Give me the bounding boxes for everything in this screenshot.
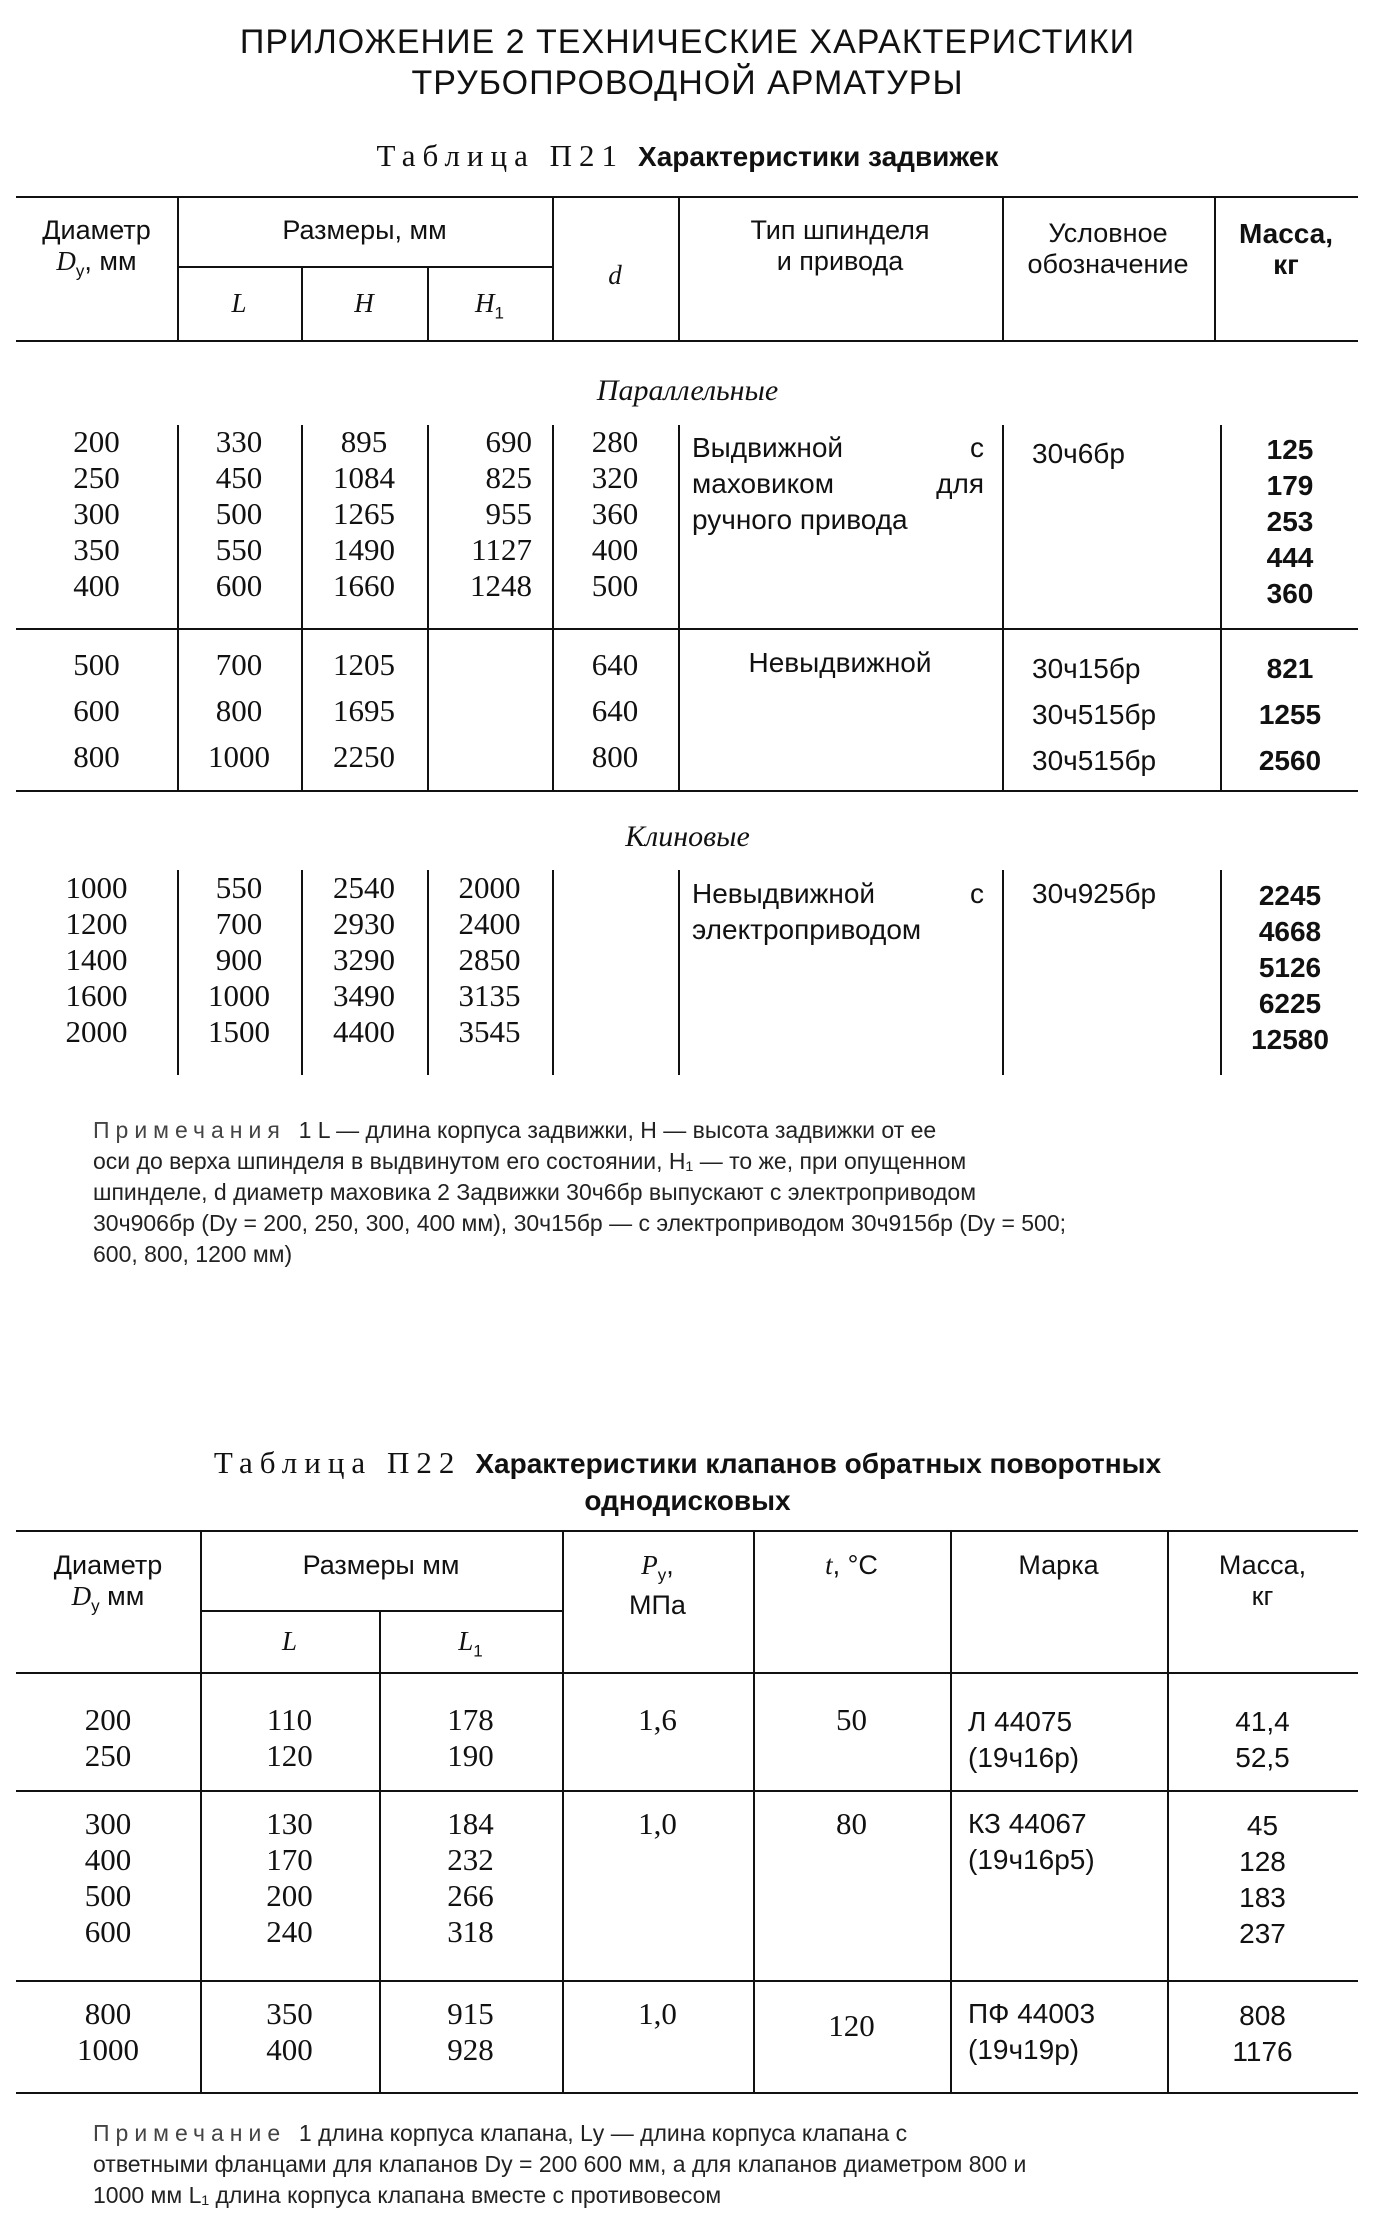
cell: 800: [84, 1996, 132, 2031]
table1-g2-d: [552, 642, 678, 780]
cell: 170: [266, 1842, 313, 1877]
header-text: Диаметр: [42, 215, 151, 245]
header-text: кг: [1251, 1581, 1274, 1611]
header-symbol: L: [231, 288, 247, 318]
cell: 2000: [458, 870, 521, 905]
table1-g1-H1: [427, 424, 532, 604]
table2-header-brand: Марка: [1018, 1550, 1099, 1580]
header-text: кг: [1273, 249, 1299, 280]
cell: (19ч19р): [968, 2034, 1080, 2065]
table1-g3-H1: [427, 870, 552, 1050]
cell: 444: [1266, 542, 1314, 573]
appendix-title-line1: ПРИЛОЖЕНИЕ 2 ТЕХНИЧЕСКИЕ ХАРАКТЕРИСТИКИ: [239, 23, 1136, 61]
cell: 250: [84, 1738, 132, 1773]
cell: 330: [215, 424, 263, 459]
header-text: МПа: [629, 1590, 686, 1621]
cell: 3490: [333, 978, 395, 1013]
note-line: 30ч906бр (Dу = 200, 250, 300, 400 мм), 30ч15бр — с электроприводом 30ч915бр (Dу = 500;: [93, 1210, 1067, 1236]
cell: 900: [215, 942, 263, 977]
header-subscript: 1: [473, 1641, 483, 1661]
cell: 550: [215, 532, 263, 567]
cell: 700: [215, 647, 263, 682]
table1-section-wedge: Клиновые: [625, 820, 750, 853]
table1-vrule: [552, 870, 554, 1075]
cell: 1500: [208, 1014, 270, 1049]
note-label: Примечание: [93, 2120, 287, 2146]
cell: 450: [215, 460, 263, 495]
header-symbol: D: [56, 246, 76, 276]
cell: 700: [215, 906, 263, 941]
cell: 240: [266, 1914, 313, 1949]
cell: 1200: [65, 906, 128, 941]
table1-vrule: [678, 870, 680, 1075]
table2-caption: [0, 1445, 1375, 1481]
table2-header-temperature: [753, 1550, 950, 1581]
table2-g1-L: [200, 1702, 379, 1774]
cell: 1000: [208, 978, 270, 1013]
cell: 52,5: [1235, 1742, 1290, 1773]
cell: 183: [1239, 1882, 1286, 1913]
cell: 895: [340, 424, 388, 459]
cell: Невыдвижной с: [692, 878, 984, 909]
cell: 1084: [333, 460, 395, 495]
table2-g1-brand: [968, 1704, 1164, 1776]
cell: Л 44075: [968, 1706, 1073, 1737]
table2-group-rule-2: [16, 1980, 1358, 1982]
table1-caption: [0, 138, 1375, 174]
note-line: 1000 мм L₁ длина корпуса клапана вместе с противовесом: [93, 2182, 722, 2208]
cell: 266: [447, 1878, 494, 1913]
table1-top-rule: [16, 196, 1358, 198]
table1-header-bottom-rule: [16, 340, 1358, 342]
cell: (19ч16р5): [968, 1844, 1095, 1875]
table1-label: Таблица П21: [376, 138, 625, 173]
cell: 928: [447, 2032, 494, 2067]
cell: 3290: [333, 942, 395, 977]
table2-g2-brand: [968, 1806, 1164, 1878]
cell: 190: [447, 1738, 494, 1773]
header-text: и привода: [776, 246, 904, 276]
table1-name: Характеристики задвижек: [638, 141, 999, 172]
cell: 2930: [333, 906, 395, 941]
cell: 253: [1266, 506, 1314, 537]
table1-vrule: [678, 425, 680, 790]
header-symbol: P: [641, 1550, 658, 1580]
cell: 1400: [65, 942, 128, 977]
cell: 130: [266, 1806, 313, 1841]
cell: 400: [73, 568, 120, 603]
table2-header-sizes: Размеры мм: [302, 1550, 460, 1580]
cell: 350: [73, 532, 120, 567]
table1-g1-mass: [1222, 432, 1358, 612]
header-text: Масса,: [1218, 1550, 1307, 1580]
cell: 41,4: [1235, 1706, 1290, 1737]
table2-g2-dn: [16, 1806, 200, 1950]
table1-header-H1: [427, 288, 552, 328]
table2-label: Таблица П22: [213, 1445, 462, 1480]
header-text: мм: [99, 1581, 145, 1611]
note-line: 1 L — длина корпуса задвижки, H — высота задвижки от ее: [298, 1117, 937, 1143]
note-line: оси до верха шпинделя в выдвинутом его состоянии, H₁ — то же, при опущенном: [93, 1148, 967, 1174]
cell: 200: [266, 1878, 313, 1913]
cell: 5126: [1258, 952, 1322, 983]
note-line: 600, 800, 1200 мм): [93, 1241, 293, 1267]
table1-g2-drive: Невыдвижной: [748, 647, 932, 678]
cell: 1248: [470, 568, 532, 603]
cell: 125: [1266, 434, 1314, 465]
table1-group-rule-2: [16, 790, 1358, 792]
cell: 640: [591, 647, 639, 682]
table1-subheader-rule: [177, 266, 552, 268]
cell: 2850: [458, 942, 521, 977]
table2-top-rule: [16, 1530, 1358, 1532]
table1-header-mass: [1214, 218, 1358, 280]
table1-header-L: [177, 288, 301, 319]
cell: 1176: [1232, 2036, 1293, 2067]
header-text: Диаметр: [53, 1550, 163, 1580]
cell: 800: [591, 739, 639, 774]
cell: 2540: [333, 870, 395, 905]
table1-header-diameter: [16, 215, 177, 286]
table1-g3-H: [301, 870, 427, 1050]
cell: 120: [266, 1738, 313, 1773]
cell: 178: [447, 1702, 494, 1737]
table1-g2-designation: [1032, 646, 1212, 784]
table1-g1-H: [301, 424, 427, 604]
table1-g3-L: [177, 870, 301, 1050]
table2-g3-mass: [1167, 1998, 1358, 2070]
cell: 1660: [333, 568, 395, 603]
cell: 179: [1266, 470, 1314, 501]
table2-g2-pressure: 1,0: [638, 1806, 677, 1841]
cell: 280: [591, 424, 639, 459]
cell: 500: [73, 647, 120, 682]
cell: 1205: [333, 647, 395, 682]
table2-name-line1: Характеристики клапанов обратных поворотных: [475, 1448, 1162, 1479]
cell: 1255: [1258, 699, 1322, 730]
table1-g2-mass: [1222, 646, 1358, 784]
cell: 1000: [65, 870, 128, 905]
cell: 1695: [333, 693, 395, 728]
header-symbol: d: [608, 260, 622, 290]
table1-section-parallel: Параллельные: [596, 374, 779, 407]
table1-g3-mass: [1222, 878, 1358, 1058]
header-text: обозначение: [1027, 249, 1189, 279]
cell: 2250: [333, 739, 395, 774]
cell: 500: [215, 496, 263, 531]
cell: 1265: [333, 496, 395, 531]
cell: 600: [215, 568, 263, 603]
cell: 3545: [458, 1014, 521, 1049]
table2-vrule: [950, 1531, 952, 2092]
cell: 350: [266, 1996, 313, 2031]
cell: маховиком для: [692, 468, 984, 499]
table1-g1-designation: 30ч6бр: [1032, 438, 1125, 469]
cell: 45: [1246, 1810, 1279, 1841]
table2-g3-brand: [968, 1996, 1164, 2068]
table2-header-L1: [379, 1626, 562, 1666]
cell: 825: [485, 460, 532, 495]
cell: 550: [215, 870, 263, 905]
table2-header-L: [200, 1626, 379, 1657]
header-symbol: t: [825, 1550, 833, 1580]
header-text: , мм: [84, 246, 137, 276]
cell: 30ч515бр: [1032, 699, 1157, 730]
header-symbol: D: [71, 1581, 92, 1611]
cell: 2560: [1258, 745, 1322, 776]
cell: 200: [73, 424, 120, 459]
cell: ПФ 44003: [968, 1998, 1096, 2029]
cell: 500: [84, 1878, 132, 1913]
cell: 250: [73, 460, 120, 495]
cell: 600: [73, 693, 120, 728]
table2-header-pressure: $P_у$, МПа: [562, 1550, 753, 1621]
table2-name-line2: однодисковых: [584, 1485, 791, 1516]
cell: 821: [1266, 653, 1314, 684]
cell: 300: [73, 496, 120, 531]
table1-g1-L: [177, 424, 301, 604]
cell: 2245: [1258, 880, 1322, 911]
table1-header-spindle: [678, 215, 1002, 277]
cell: 30ч15бр: [1032, 653, 1141, 684]
cell: 400: [84, 1842, 132, 1877]
cell: 808: [1239, 2000, 1286, 2031]
cell: 1000: [77, 2032, 139, 2067]
cell: КЗ 44067: [968, 1808, 1087, 1839]
table1-g2-L: [177, 642, 301, 780]
table1-note: [93, 1115, 1353, 1270]
cell: 232: [447, 1842, 494, 1877]
table1-vrule: [1002, 870, 1004, 1075]
header-text: Условное: [1048, 218, 1168, 248]
table2-g1-mass: [1167, 1704, 1358, 1776]
table2-g1-temperature: 50: [836, 1702, 867, 1737]
cell: 1490: [333, 532, 395, 567]
cell: 2000: [65, 1014, 128, 1049]
table1-header-designation: [1002, 218, 1214, 280]
header-symbol: H: [475, 288, 495, 318]
table2-g1-dn: [16, 1702, 200, 1774]
header-text: Тип шпинделя: [750, 215, 930, 245]
cell: 237: [1239, 1918, 1286, 1949]
header-text: Масса,: [1238, 218, 1334, 249]
table1-g2-dn: [16, 642, 177, 780]
table1-g2-H: [301, 642, 427, 780]
cell: 128: [1239, 1846, 1286, 1877]
table1-header-d: [552, 260, 678, 291]
table1-group-rule-1: [16, 628, 1358, 630]
table1-g3-dn: [16, 870, 177, 1050]
cell: 300: [84, 1806, 132, 1841]
table1-g1-drive: [692, 430, 984, 538]
cell: 800: [73, 739, 120, 774]
cell: 360: [1266, 578, 1314, 609]
cell: 1127: [471, 532, 532, 567]
table1-header-sizes: Размеры, мм: [282, 215, 447, 245]
table1-g1-dn: [16, 424, 177, 604]
cell: 915: [447, 1996, 494, 2031]
table2-g3-L1: [379, 1996, 562, 2068]
table1-vrule: [1002, 425, 1004, 790]
table2-g2-L: [200, 1806, 379, 1950]
cell: 3135: [458, 978, 521, 1013]
header-symbol: L: [281, 1626, 298, 1656]
table2-caption-line2: [0, 1482, 1375, 1518]
table1-g1-d: [552, 424, 678, 604]
cell: 200: [84, 1702, 132, 1737]
cell: 1600: [65, 978, 128, 1013]
cell: Выдвижной с: [692, 432, 984, 463]
header-symbol: H: [354, 288, 374, 318]
table2-g3-L: [200, 1996, 379, 2068]
table2-g3-temperature: 120: [828, 2008, 875, 2043]
cell: ручного привода: [692, 504, 908, 535]
header-subscript: у: [75, 261, 85, 281]
header-text: , °С: [832, 1550, 878, 1580]
table2-header-mass: [1167, 1550, 1358, 1612]
header-subscript: у: [91, 1596, 100, 1616]
cell: 800: [215, 693, 263, 728]
table2-g1-pressure: 1,6: [638, 1702, 677, 1737]
header-subscript: у: [657, 1565, 667, 1585]
table1-g3-designation: 30ч925бр: [1032, 878, 1157, 909]
table2-g3-dn: [16, 1996, 200, 2068]
header-subscript: 1: [494, 303, 504, 323]
cell: 500: [591, 568, 639, 603]
table2-header-diameter: [16, 1550, 200, 1621]
cell: 320: [591, 460, 639, 495]
note-line: 1 длина корпуса клапана, Lу — длина корпуса клапана с: [298, 2120, 908, 2146]
appendix-title-line2: ТРУБОПРОВОДНОЙ АРМАТУРЫ: [411, 64, 964, 102]
cell: электроприводом: [692, 914, 922, 945]
cell: 184: [447, 1806, 494, 1841]
cell: 955: [485, 496, 532, 531]
cell: 690: [485, 424, 532, 459]
table2-g3-pressure: 1,0: [638, 1996, 677, 2031]
table2-group-rule-1: [16, 1790, 1358, 1792]
cell: 4400: [333, 1014, 395, 1049]
header-symbol: L: [458, 1626, 474, 1656]
cell: 600: [84, 1914, 132, 1949]
cell: 4668: [1258, 916, 1322, 947]
cell: 1000: [208, 739, 270, 774]
table2-note: [93, 2118, 1353, 2211]
table2-bottom-rule: [16, 2092, 1358, 2094]
table1-header-H: [301, 288, 427, 319]
cell: 2400: [458, 906, 521, 941]
table2-header-bottom-rule: [16, 1672, 1358, 1674]
cell: 360: [591, 496, 639, 531]
table2-g1-L1: [379, 1702, 562, 1774]
table2-g2-temperature: 80: [836, 1806, 867, 1841]
note-label: Примечания: [93, 1117, 286, 1143]
cell: 640: [591, 693, 639, 728]
table2-g2-mass: [1167, 1808, 1358, 1952]
cell: 400: [591, 532, 639, 567]
cell: 318: [447, 1914, 494, 1949]
cell: 6225: [1258, 988, 1322, 1019]
cell: 110: [266, 1702, 313, 1737]
cell: 12580: [1251, 1024, 1329, 1055]
cell: (19ч16р): [968, 1742, 1080, 1773]
note-line: ответными фланцами для клапанов Dу = 200 600 мм, а для клапанов диаметром 800 и: [93, 2151, 1027, 2177]
table2-subheader-rule: [200, 1610, 562, 1612]
table1-g3-drive: [692, 876, 984, 948]
table2-g2-L1: [379, 1806, 562, 1950]
note-line: шпинделе, d диаметр маховика 2 Задвижки 30ч6бр выпускают с электроприводом: [93, 1179, 977, 1205]
cell: 30ч515бр: [1032, 745, 1157, 776]
cell: 400: [266, 2032, 313, 2067]
